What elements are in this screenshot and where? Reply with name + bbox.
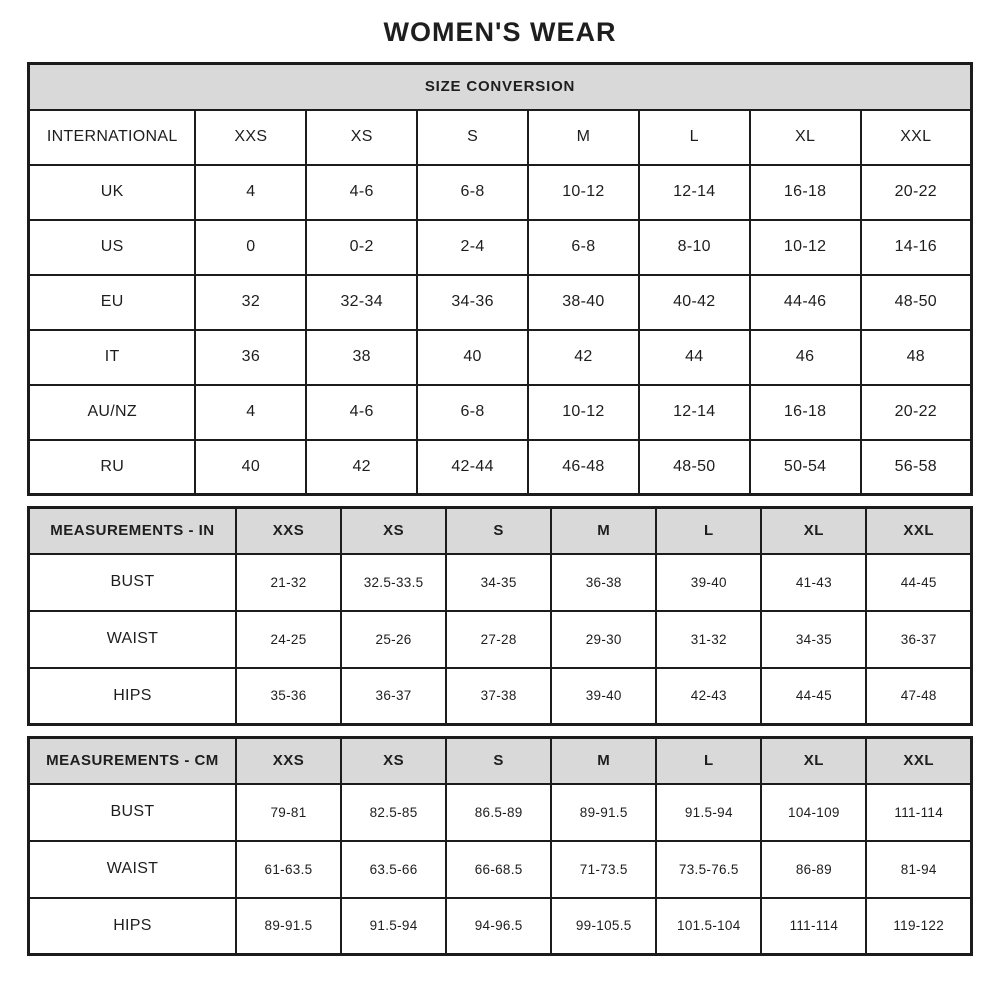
table-row [29, 440, 972, 495]
row-label: HIPS [29, 668, 236, 725]
value-cell: 6-8 [417, 385, 528, 440]
value-cell: 29-30 [551, 611, 656, 668]
table-row [29, 385, 972, 440]
value-cell: 48-50 [861, 275, 972, 330]
value-cell: 40 [195, 440, 306, 495]
corner-header: INTERNATIONAL [29, 110, 196, 165]
value-cell: 35-36 [236, 668, 341, 725]
value-cell: 86-89 [761, 841, 866, 898]
corner-header: MEASUREMENTS - IN [29, 508, 236, 554]
value-cell: 47-48 [866, 668, 971, 725]
column-header-xxs: XXS [195, 110, 306, 165]
row-label: IT [29, 330, 196, 385]
value-cell: 24-25 [236, 611, 341, 668]
value-cell: 40-42 [639, 275, 750, 330]
value-cell: 40 [417, 330, 528, 385]
value-cell: 38 [306, 330, 417, 385]
value-cell: 41-43 [761, 554, 866, 611]
table-row [29, 220, 972, 275]
measurements-in-table [27, 506, 973, 726]
value-cell: 46 [750, 330, 861, 385]
value-cell: 104-109 [761, 784, 866, 841]
value-cell: 27-28 [446, 611, 551, 668]
column-header-s: S [417, 110, 528, 165]
row-label: US [29, 220, 196, 275]
size-conversion-table [27, 62, 973, 496]
value-cell: 79-81 [236, 784, 341, 841]
table-banner-row [29, 64, 972, 110]
row-label: WAIST [29, 611, 236, 668]
column-header-xl: XL [761, 508, 866, 554]
row-label: BUST [29, 554, 236, 611]
column-header-xs: XS [306, 110, 417, 165]
value-cell: 39-40 [656, 554, 761, 611]
table-row [29, 165, 972, 220]
value-cell: 10-12 [528, 165, 639, 220]
column-header-row [29, 738, 972, 784]
value-cell: 31-32 [656, 611, 761, 668]
value-cell: 32-34 [306, 275, 417, 330]
column-header-m: M [528, 110, 639, 165]
value-cell: 81-94 [866, 841, 971, 898]
row-label: UK [29, 165, 196, 220]
table-banner: SIZE CONVERSION [29, 64, 972, 110]
value-cell: 94-96.5 [446, 898, 551, 955]
value-cell: 63.5-66 [341, 841, 446, 898]
page-title: WOMEN'S WEAR [383, 17, 617, 47]
value-cell: 44 [639, 330, 750, 385]
value-cell: 89-91.5 [236, 898, 341, 955]
value-cell: 37-38 [446, 668, 551, 725]
value-cell: 56-58 [861, 440, 972, 495]
value-cell: 111-114 [761, 898, 866, 955]
value-cell: 86.5-89 [446, 784, 551, 841]
value-cell: 10-12 [750, 220, 861, 275]
value-cell: 6-8 [528, 220, 639, 275]
value-cell: 36-38 [551, 554, 656, 611]
value-cell: 36-37 [866, 611, 971, 668]
column-header-row [29, 110, 972, 165]
column-header-l: L [656, 508, 761, 554]
value-cell: 10-12 [528, 385, 639, 440]
column-header-l: L [656, 738, 761, 784]
table-row [29, 784, 972, 841]
value-cell: 48-50 [639, 440, 750, 495]
value-cell: 101.5-104 [656, 898, 761, 955]
column-header-xxl: XXL [866, 738, 971, 784]
row-label: HIPS [29, 898, 236, 955]
value-cell: 111-114 [866, 784, 971, 841]
value-cell: 34-35 [761, 611, 866, 668]
value-cell: 34-35 [446, 554, 551, 611]
value-cell: 42 [306, 440, 417, 495]
value-cell: 4-6 [306, 385, 417, 440]
value-cell: 71-73.5 [551, 841, 656, 898]
value-cell: 0-2 [306, 220, 417, 275]
value-cell: 66-68.5 [446, 841, 551, 898]
row-label: EU [29, 275, 196, 330]
table-row [29, 554, 972, 611]
value-cell: 14-16 [861, 220, 972, 275]
value-cell: 25-26 [341, 611, 446, 668]
column-header-xs: XS [341, 508, 446, 554]
value-cell: 42 [528, 330, 639, 385]
value-cell: 34-36 [417, 275, 528, 330]
value-cell: 4-6 [306, 165, 417, 220]
column-header-xxl: XXL [861, 110, 972, 165]
value-cell: 32.5-33.5 [341, 554, 446, 611]
value-cell: 6-8 [417, 165, 528, 220]
value-cell: 48 [861, 330, 972, 385]
column-header-xs: XS [341, 738, 446, 784]
value-cell: 91.5-94 [341, 898, 446, 955]
table-row [29, 330, 972, 385]
column-header-m: M [551, 738, 656, 784]
value-cell: 89-91.5 [551, 784, 656, 841]
column-header-xxl: XXL [866, 508, 971, 554]
measurements-cm-table [27, 736, 973, 956]
column-header-xl: XL [761, 738, 866, 784]
value-cell: 12-14 [639, 385, 750, 440]
value-cell: 50-54 [750, 440, 861, 495]
value-cell: 44-45 [761, 668, 866, 725]
column-header-xxs: XXS [236, 738, 341, 784]
value-cell: 32 [195, 275, 306, 330]
value-cell: 42-43 [656, 668, 761, 725]
column-header-s: S [446, 508, 551, 554]
value-cell: 119-122 [866, 898, 971, 955]
value-cell: 20-22 [861, 165, 972, 220]
column-header-l: L [639, 110, 750, 165]
value-cell: 36-37 [341, 668, 446, 725]
table-row [29, 611, 972, 668]
value-cell: 44-45 [866, 554, 971, 611]
table-row [29, 898, 972, 955]
value-cell: 16-18 [750, 385, 861, 440]
value-cell: 4 [195, 165, 306, 220]
column-header-s: S [446, 738, 551, 784]
value-cell: 8-10 [639, 220, 750, 275]
row-label: WAIST [29, 841, 236, 898]
value-cell: 36 [195, 330, 306, 385]
column-header-xl: XL [750, 110, 861, 165]
value-cell: 46-48 [528, 440, 639, 495]
table-row [29, 841, 972, 898]
value-cell: 0 [195, 220, 306, 275]
value-cell: 38-40 [528, 275, 639, 330]
value-cell: 61-63.5 [236, 841, 341, 898]
column-header-row [29, 508, 972, 554]
value-cell: 44-46 [750, 275, 861, 330]
row-label: BUST [29, 784, 236, 841]
value-cell: 82.5-85 [341, 784, 446, 841]
column-header-xxs: XXS [236, 508, 341, 554]
value-cell: 12-14 [639, 165, 750, 220]
value-cell: 73.5-76.5 [656, 841, 761, 898]
corner-header: MEASUREMENTS - CM [29, 738, 236, 784]
table-row [29, 668, 972, 725]
value-cell: 2-4 [417, 220, 528, 275]
value-cell: 21-32 [236, 554, 341, 611]
row-label: AU/NZ [29, 385, 196, 440]
row-label: RU [29, 440, 196, 495]
value-cell: 4 [195, 385, 306, 440]
value-cell: 91.5-94 [656, 784, 761, 841]
value-cell: 20-22 [861, 385, 972, 440]
column-header-m: M [551, 508, 656, 554]
value-cell: 99-105.5 [551, 898, 656, 955]
value-cell: 42-44 [417, 440, 528, 495]
value-cell: 39-40 [551, 668, 656, 725]
table-row [29, 275, 972, 330]
value-cell: 16-18 [750, 165, 861, 220]
